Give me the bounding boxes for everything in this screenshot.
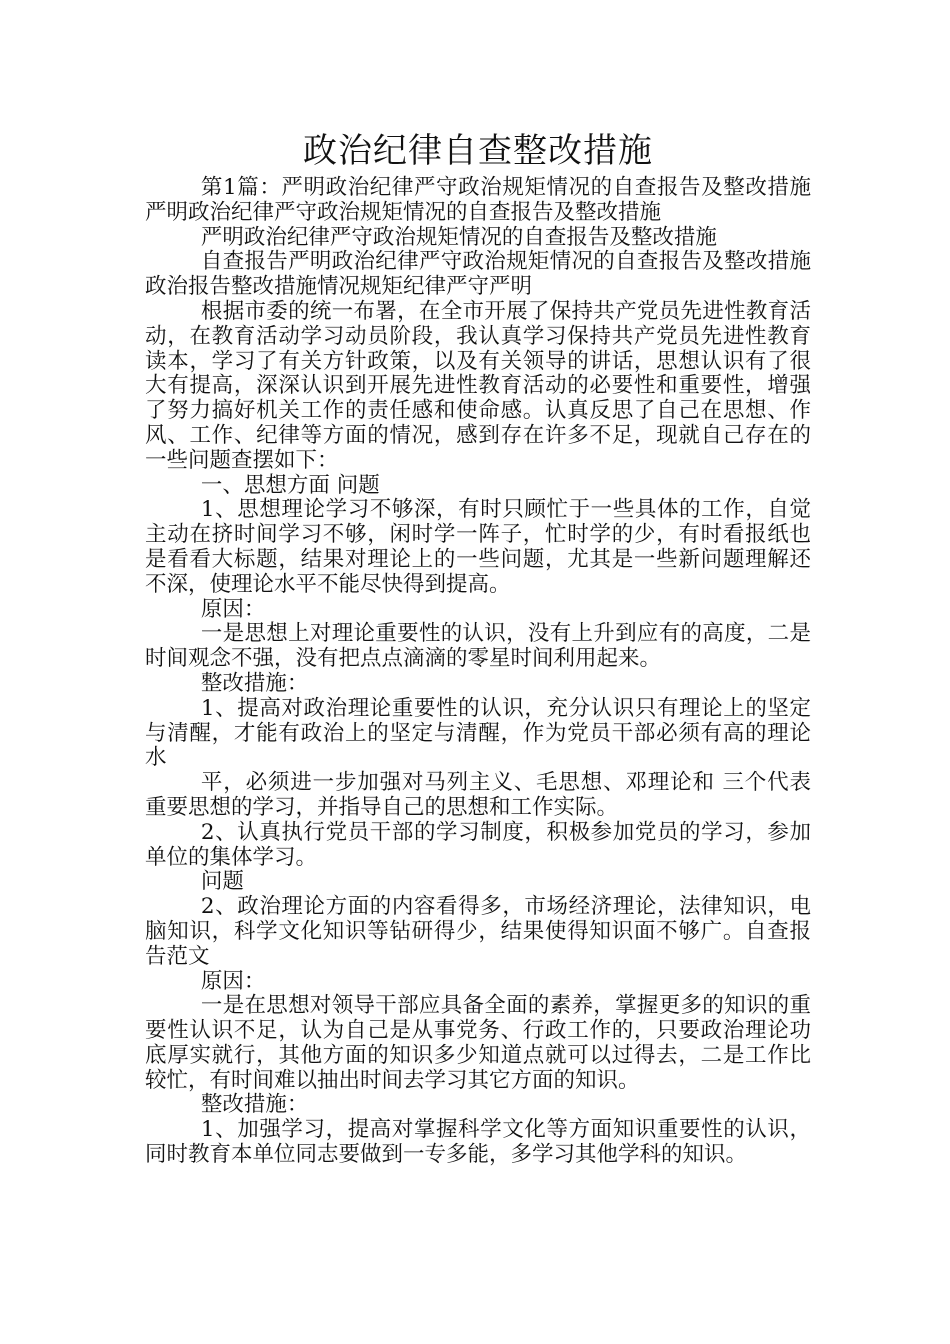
document-page	[145, 128, 811, 1168]
paragraph: 2、政治理论方面的内容看得多，市场经济理论，法律知识，电脑知识，科学文化知识等钻研得少，结果使得知识面不够广。自查报告范文	[145, 894, 811, 969]
paragraph: 一是思想上对理论重要性的认识，没有上升到应有的高度，二是时间观念不强，没有把点点滴滴的零星时间利用起来。	[145, 621, 811, 672]
paragraph: 1、加强学习，提高对掌握科学文化等方面知识重要性的认识，同时教育本单位同志要做到一专多能，多学习其他学科的知识。	[145, 1117, 811, 1168]
document-title: 政治纪律自查整改措施	[303, 131, 653, 171]
subheading: 问题	[200, 869, 244, 895]
subheading: 整改措施：	[200, 1092, 309, 1118]
paragraph: 自查报告严明政治纪律严守政治规矩情况的自查报告及整改措施政治报告整改措施情况规矩纪律严守严明	[145, 249, 811, 300]
paragraph: 一是在思想对领导干部应具备全面的素养，掌握更多的知识的重要性认识不足，认为自己是从事党务、行政工作的，只要政治理论功底厚实就行，其他方面的知识多少知道点就可以过得去，二是工作比较忙，有时间难以抽出时间去学习其它方面的知识。	[145, 993, 811, 1093]
paragraph: 第1篇：严明政治纪律严守政治规矩情况的自查报告及整改措施严明政治纪律严守政治规矩情况的自查报告及整改措施	[145, 175, 811, 225]
paragraph: 严明政治纪律严守政治规矩情况的自查报告及整改措施	[200, 224, 717, 250]
section-heading: 一、思想方面 问题	[200, 472, 380, 498]
paragraph: 2、认真执行党员干部的学习制度，积极参加党员的学习，参加单位的集体学习。	[145, 819, 811, 870]
subheading: 整改措施：	[200, 670, 309, 696]
paragraph: 1、思想理论学习不够深，有时只顾忙于一些具体的工作，自觉主动在挤时间学习不够，闲时学一阵子，忙时学的少，有时看报纸也是看看大标题，结果对理论上的一些问题，尤其是一些新问题理解还不深，使理论水平不能尽快得到提高。	[145, 497, 811, 597]
paragraph: 平，必须进一步加强对马列主义、毛思想、邓理论和 三个代表 重要思想的学习，并指导自己的思想和工作实际。	[145, 770, 811, 820]
subheading: 原因：	[200, 968, 266, 994]
subheading: 原因：	[200, 596, 266, 622]
paragraph: 1、提高对政治理论重要性的认识，充分认识只有理论上的坚定与清醒，才能有政治上的坚定与清醒，作为党员干部必须有高的理论水	[145, 695, 811, 771]
paragraph: 根据市委的统一布署，在全市开展了保持共产党员先进性教育活动，在教育活动学习动员阶段，我认真学习保持共产党员先进性教育读本，学习了有关方针政策，以及有关领导的讲话，思想认识有了很大有提高，深深认识到开展先进性教育活动的必要性和重要性，增强了努力搞好机关工作的责任感和使命感。认真反思了自己在思想、作风、工作、纪律等方面的情况，感到存在许多不足，现就自己存在的一些问题查摆如下：	[145, 298, 811, 473]
